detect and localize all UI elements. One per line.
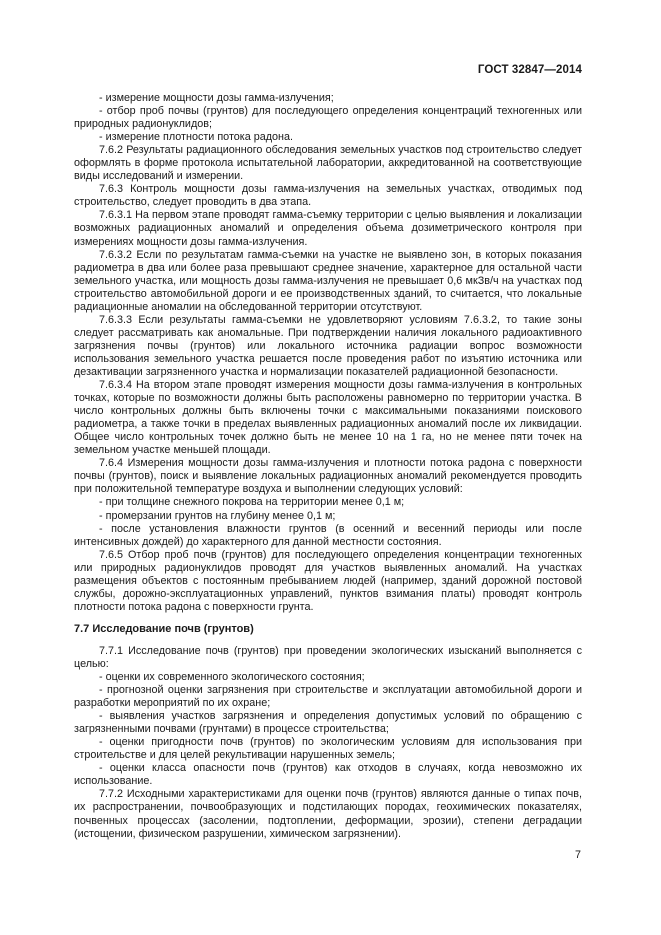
paragraph: 7.6.2 Результаты радиационного обследования земельных участков под строительство следует оформлять в форме протокола испытательной лаборатории, аккредитованной на соответствующие виды исследований и измерении. — [74, 144, 582, 183]
document-code: ГОСТ 32847—2014 — [477, 64, 582, 76]
paragraph: 7.6.3.1 На первом этапе проводят гамма-съемку территории с целью выявления и локализации возможных радиационных аномалий и определения объема дозиметрического контроля при измерениях мощности дозы гамма-излучения. — [74, 209, 582, 248]
list-item: - измерение мощности дозы гамма-излучения; — [99, 92, 334, 104]
list-item: - прогнозной оценки загрязнения при строительстве и эксплуатации автомобильной дороги и разработки мероприятий по их охране; — [74, 684, 582, 710]
section-heading: 7.7 Исследование почв (грунтов) — [74, 622, 254, 635]
list-item: - оценки их современного экологического состояния; — [99, 671, 365, 684]
document-body — [74, 92, 582, 841]
paragraph: 7.6.3.2 Если по результатам гамма-съемки на участке не выявлено зон, в которых показания радиометра в два или более раза превышают среднее значение, характерное для остальной части земельного участка, или мощность дозы гамма-излучения не превышает 0,6 мкЗв/ч на участках под строительство автомобильной дороги и ее производственных зданий, то считается, что локальные радиационные аномалии на обследованной территории отсутствуют. — [74, 248, 582, 313]
paragraph: 7.6.3.4 На втором этапе проводят измерения мощности дозы гамма-излучения в контрольных точках, которые по возможности должны быть расположены равномерно по территории участка. В число контрольных должны быть включены точки с максимальными показаниями поискового радиометра, а также точки в пределах выявленных радиационных аномалий после их ликвидации. Общее число контрольных точек должно быть не менее 10 на 1 га, но не менее пяти точек на земельном участке меньшей площади. — [74, 379, 582, 457]
list-item: - промерзании грунтов на глубину менее 0,1 м; — [99, 509, 336, 522]
list-item: - оценки пригодности почв (грунтов) по экологическим условиям для использования при строительстве и для целей рекультивации нарушенных земель; — [74, 736, 582, 762]
list-item: - отбор проб почвы (грунтов) для последующего определения концентраций техногенных или природных радионуклидов; — [74, 105, 582, 131]
paragraph: 7.7.2 Исходными характеристиками для оценки почв (грунтов) являются данные о типах почв, их распространении, почвообразующих и подстилающих породах, геохимических показателях, почвенных процессах (засолении, подтоплении, деформации, эрозии), степени деградации (истощении, физическом разрушении, химическом загрязнении). — [74, 788, 582, 840]
list-item: - после установления влажности грунтов (в осенний и весенний периоды или после интенсивных дождей) до характерного для данной местности состояния. — [74, 522, 582, 548]
paragraph: 7.6.5 Отбор проб почв (грунтов) для последующего определения концентрации техногенных или природных радионуклидов проводят для участков выявленных аномалий. На участках размещения объектов с постоянным пребыванием людей (например, зданий дорожной постовой службы, дорожно-эксплуатационных управлений, пунктов взимания платы) проводят контроль плотности потока радона с поверхности грунта. — [74, 548, 582, 613]
list-item: - оценки класса опасности почв (грунтов) как отходов в случаях, когда невозможно их использование. — [74, 762, 582, 788]
page-number: 7 — [574, 849, 581, 861]
paragraph: 7.6.4 Измерения мощности дозы гамма-излучения и плотности потока радона с поверхности почвы (грунтов), поиск и выявление локальных радиационных аномалий рекомендуется проводить при положительной температуре воздуха и выполнении следующих условий: — [74, 457, 582, 496]
paragraph: 7.7.1 Исследование почв (грунтов) при проведении экологических изысканий выполняется с целью: — [74, 644, 582, 670]
paragraph: 7.6.3 Контроль мощности дозы гамма-излучения на земельных участках, отводимых под строительство, следует проводить в два этапа. — [74, 183, 582, 209]
list-item: - при толщине снежного покрова на территории менее 0,1 м; — [99, 496, 405, 509]
list-item: - выявления участков загрязнения и определения допустимых условий по обращению с загрязненными почвами (грунтами) в процессе строительства; — [74, 710, 582, 736]
paragraph: 7.6.3.3 Если результаты гамма-съемки не удовлетворяют условиям 7.6.3.2, то такие зоны следует рассматривать как аномальные. При подтверждении наличия локального радиоактивного загрязнения почвы (грунтов) или локального источника радиации вопрос возможности использования земельного участка решается после проведения работ по изъятию источника или дезактивации загрязненного участка и нормализации показателей радиационной безопасности. — [74, 313, 582, 378]
list-item: - измерение плотности потока радона. — [99, 131, 294, 144]
